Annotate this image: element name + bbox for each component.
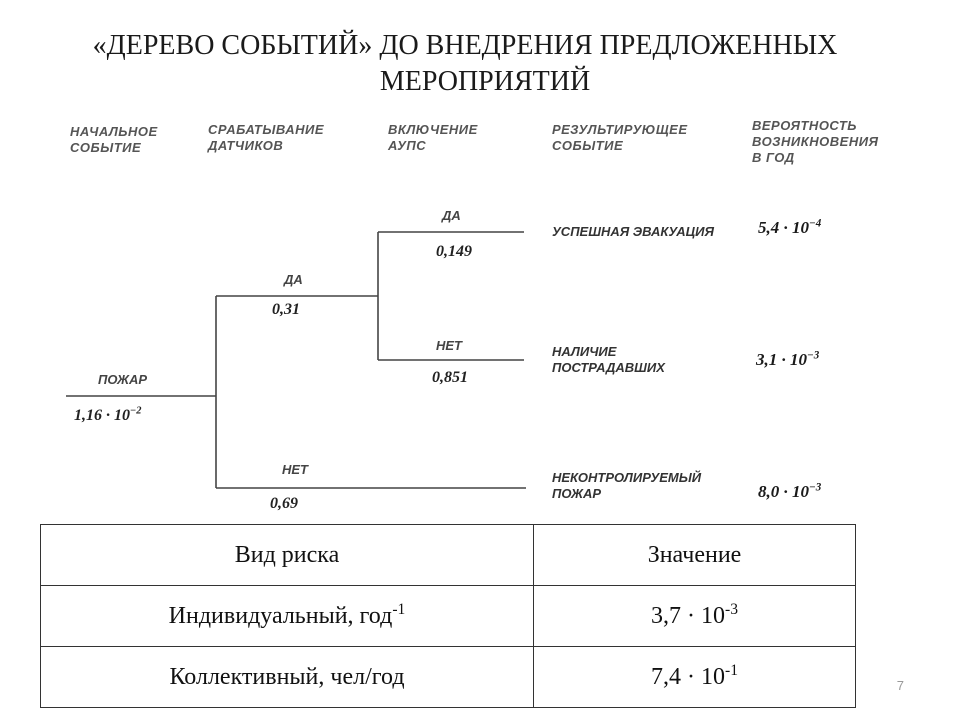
- outcome-uncontrolled-fire-frequency: $8,0 \cdot 10^{-3}$: [758, 481, 822, 501]
- risk-type-cell: Коллективный, чел/год: [41, 647, 534, 708]
- table-row: [41, 647, 856, 708]
- header-result-event: РЕЗУЛЬТИРУЮЩЕЕ СОБЫТИЕ: [552, 122, 688, 153]
- title-line-1: «ДЕРЕВО СОБЫТИЙ» ДО ВНЕДРЕНИЯ ПРЕДЛОЖЕННЫХ: [92, 30, 838, 61]
- outcome-uncontrolled-fire-label: НЕКОНТРОЛИРУЕМЫЙ ПОЖАР: [552, 470, 702, 501]
- sensors-yes-probability: 0,31: [272, 301, 300, 318]
- header-probability: ВЕРОЯТНОСТЬ ВОЗНИКНОВЕНИЯ В ГОД: [752, 118, 879, 165]
- aups-no-label: НЕТ: [436, 338, 462, 353]
- outcome-victims-label: НАЛИЧИЕ ПОСТРАДАВШИХ: [552, 344, 665, 375]
- sensors-yes-label: ДА: [284, 272, 303, 287]
- aups-yes-label: ДА: [442, 208, 461, 223]
- aups-yes-probability: 0,149: [436, 243, 472, 260]
- sensors-no-probability: 0,69: [270, 495, 298, 512]
- outcome-evacuation-label: УСПЕШНАЯ ЭВАКУАЦИЯ: [552, 224, 714, 239]
- header-initial-event: НАЧАЛЬНОЕ СОБЫТИЕ: [70, 124, 158, 155]
- outcome-victims-frequency: $3,1 \cdot 10^{-3}$: [756, 349, 820, 369]
- risk-table: [40, 524, 856, 708]
- aups-no-probability: 0,851: [432, 369, 468, 386]
- title-line-2: МЕРОПРИЯТИЙ: [379, 66, 591, 97]
- initial-event-frequency: $1,16 \cdot 10^{-2}$: [74, 405, 142, 424]
- sensors-no-label: НЕТ: [282, 462, 308, 477]
- risk-value-cell: $3,7 \cdot 10^{-3}$: [534, 586, 856, 647]
- header-sensors: СРАБАТЫВАНИЕ ДАТЧИКОВ: [208, 122, 325, 153]
- header-aups: ВКЛЮЧЕНИЕ АУПС: [388, 122, 478, 153]
- risk-value-cell: $7,4 \cdot 10^{-1}$: [534, 647, 856, 708]
- outcome-evacuation-frequency: $5,4 \cdot 10^{-4}$: [758, 217, 822, 237]
- table-row: [41, 586, 856, 647]
- risk-type-cell: Индивидуальный, год$^{-1}$: [41, 586, 534, 647]
- risk-value-header: Значение: [534, 525, 856, 586]
- initial-event-label: ПОЖАР: [98, 372, 148, 387]
- risk-type-header: Вид риска: [41, 525, 534, 586]
- page-number: 7: [896, 678, 904, 693]
- risk-table-header: [41, 525, 856, 586]
